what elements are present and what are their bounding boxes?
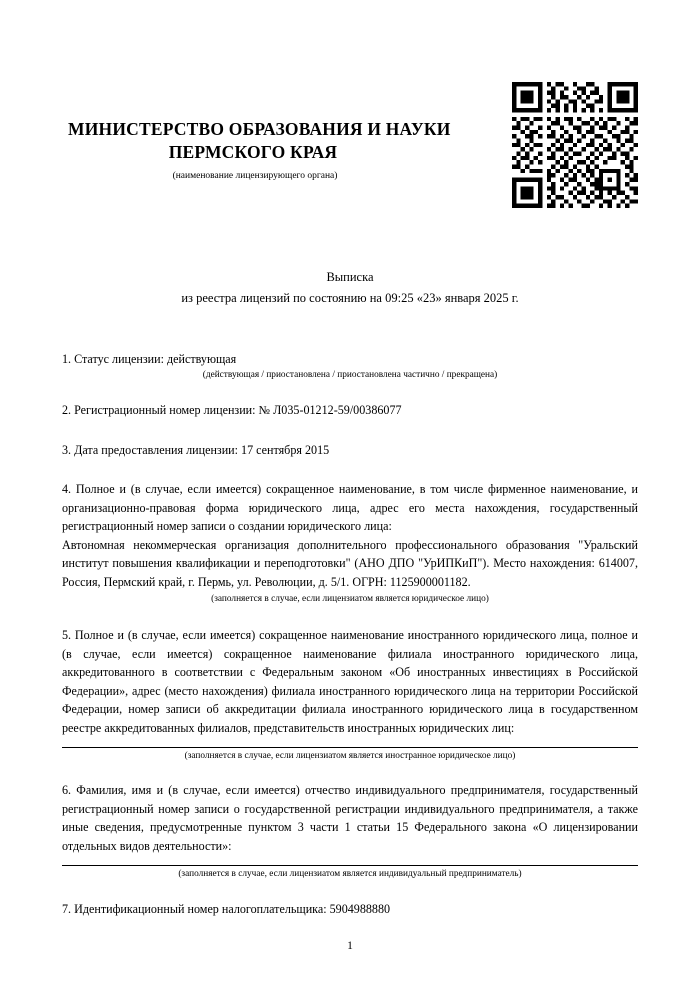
extract-subtitle: из реестра лицензий по состоянию на 09:25 «23» января 2025 г. bbox=[181, 291, 519, 306]
organization-title-line-1: МИНИСТЕРСТВО ОБРАЗОВАНИЯ И НАУКИ bbox=[68, 119, 451, 139]
item-taxpayer-number-text: 7. Идентификационный номер налогоплательщика: 5904988880 bbox=[62, 902, 391, 917]
item-foreign-legal-entity bbox=[62, 626, 638, 761]
item-individual-entrepreneur bbox=[62, 781, 638, 879]
item-issue-date bbox=[62, 441, 638, 460]
organization-title-line-2: ПЕРМСКОГО КРАЯ bbox=[168, 142, 338, 163]
page-number: 1 bbox=[347, 940, 353, 952]
item-legal-entity-value: Автономная некоммерческая организация дополнительного профессионального образования "Уральский институт повышения квалификации и переподготовки" (АНО ДПО "УрИПКиП"). Место нахождения: 614007, Россия, Пермский край, г. Пермь, ул. Революции, д. 5/1. ОГРН: 1125900001182. bbox=[62, 537, 638, 589]
item-status-caption: (действующая / приостановлена / приостановлена частично / прекращена) bbox=[202, 370, 498, 381]
organization-title bbox=[68, 118, 468, 164]
item-foreign-legal-entity-text: 5. Полное и (в случае, если имеется) сокращенное наименование иностранного юридического лица, полное и (в случае, если имеется) сокращенное наименование филиала иностранного юридического лица, аккредитованного в соответствии с Федеральным законом «Об иностранных инвестициях в Российской Федерации», адрес (место нахождения) филиала иностранного юридического лица на территории Российской Федерации, номер записи об аккредитации филиала иностранного юридического лица в государственном реестре аккредитованных филиалов, представительств иностранных юридических лиц: bbox=[62, 628, 638, 735]
item-registration-number bbox=[62, 401, 638, 420]
item-individual-entrepreneur-caption: (заполняется в случае, если лицензиатом является индивидуальный предприниматель) bbox=[178, 869, 522, 880]
item-taxpayer-number bbox=[62, 900, 638, 919]
item-legal-entity bbox=[62, 480, 638, 604]
item-status bbox=[62, 350, 638, 381]
qr-code-image bbox=[512, 82, 638, 208]
item-issue-date-text: 3. Дата предоставления лицензии: 17 сентября 2015 bbox=[62, 442, 330, 457]
organization-caption: (наименование лицензирующего органа) bbox=[172, 171, 338, 182]
item-individual-entrepreneur-fill-line bbox=[62, 865, 638, 866]
extract-title: Выписка bbox=[326, 270, 374, 285]
item-foreign-legal-entity-caption: (заполняется в случае, если лицензиатом является иностранное юридическое лицо) bbox=[184, 751, 516, 762]
item-foreign-legal-entity-fill-line bbox=[62, 747, 638, 748]
item-legal-entity-caption: (заполняется в случае, если лицензиатом является юридическое лицо) bbox=[211, 594, 489, 605]
item-legal-entity-text: 4. Полное и (в случае, если имеется) сокращенное наименование, в том числе фирменное наименование, и организационно-правовая форма юридического лица, адрес его места нахождения, государственный регистрационный номер записи о создании юридического лица: bbox=[62, 482, 638, 534]
extract-heading bbox=[62, 267, 638, 310]
item-registration-number-text: 2. Регистрационный номер лицензии: № Л035-01212-59/00386077 bbox=[62, 403, 402, 418]
document-items bbox=[62, 350, 638, 919]
item-individual-entrepreneur-text: 6. Фамилия, имя и (в случае, если имеется) отчество индивидуального предпринимателя, государственный регистрационный номер записи о государственной регистрации индивидуального предпринимателя, а также иные сведения, предусмотренные пунктом 3 части 1 статьи 15 Федерального закона «О лицензировании отдельных видов деятельности»: bbox=[62, 783, 638, 853]
item-status-text: 1. Статус лицензии: действующая bbox=[62, 351, 237, 366]
qr-code bbox=[512, 82, 638, 208]
